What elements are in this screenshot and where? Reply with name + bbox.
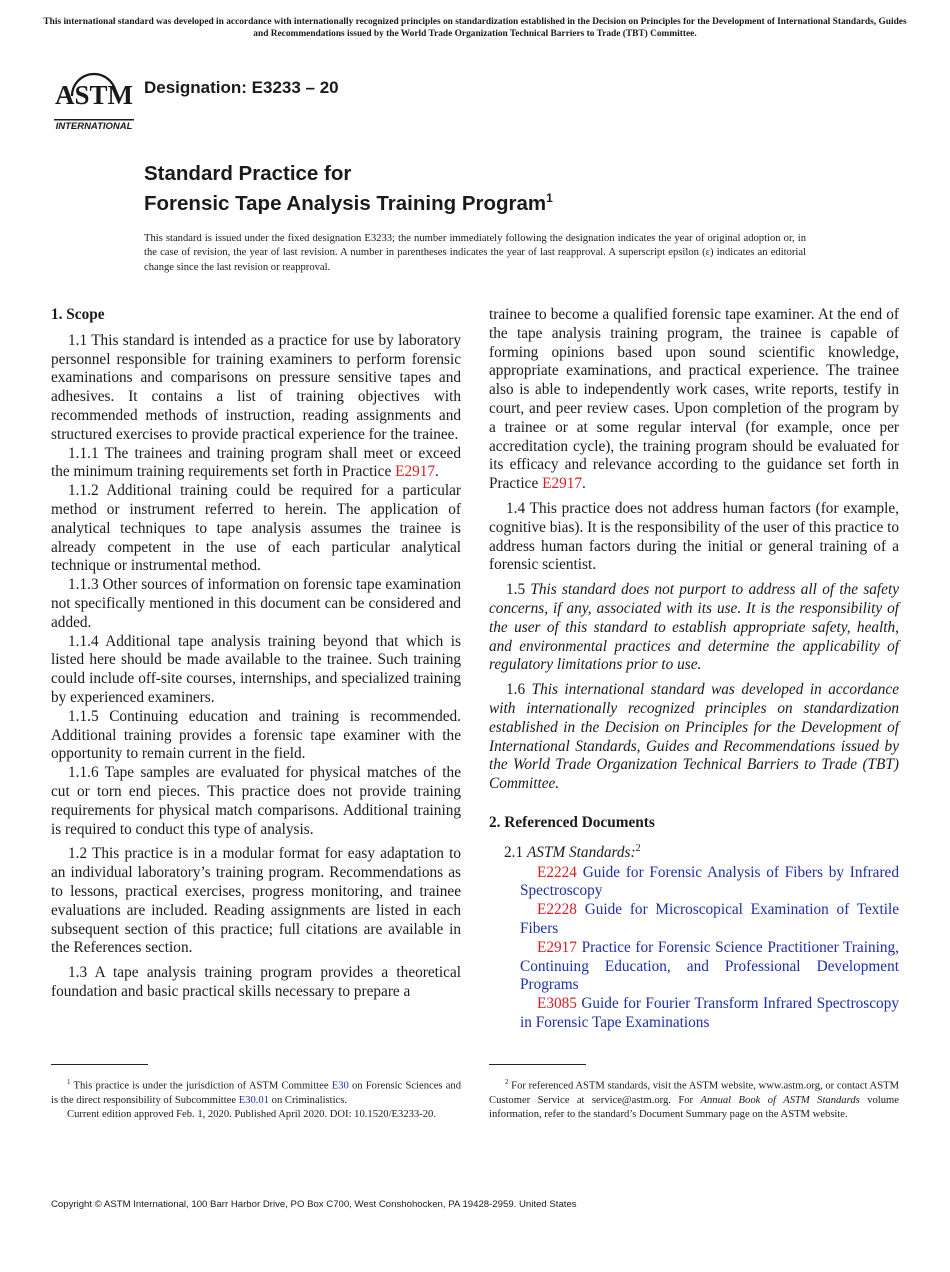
astm-standards-label: 2.1 ASTM Standards:$^2$	[504, 842, 641, 861]
section-2-heading: 2. Referenced Documents	[489, 813, 655, 831]
ref-item-e2228[interactable]: E2228 Guide for Microscopical Examination of Textile Fibers	[520, 901, 899, 937]
footnote-1-edition: Current edition approved Feb. 1, 2020. Published April 2020. DOI: 10.1520/E3233-20.	[67, 1108, 436, 1120]
para-1-1-2: 1.1.2 Additional training could be required for a particular method or instrument referred to herein. The application of analytical techniques to tape analysis assumes the trainee is already competent in the use of each particular analytical technique or instrumental method.	[51, 482, 461, 575]
page-title	[144, 161, 553, 216]
right-column	[489, 306, 899, 1033]
svg-text:INTERNATIONAL: INTERNATIONAL	[55, 121, 133, 132]
ref-link-e2917[interactable]: E2917	[542, 475, 583, 493]
ref-item-e2917[interactable]: E2917 Practice for Forensic Science Practitioner Training, Continuing Education, and Professional Development Programs	[520, 938, 899, 994]
ref-link-e2917[interactable]: E2917	[395, 463, 436, 481]
para-1-2: 1.2 This practice is in a modular format for easy adaptation to an individual laboratory’s training program. Recommendations as to lessons, practical exercises, progress monitoring, and trainee evaluations are included. Reading assignments are listed in each subsequent section of this practice; full citations are available in the References section.	[51, 845, 461, 957]
ref-item-e3085[interactable]: E3085 Guide for Fourier Transform Infrared Spectroscopy in Forensic Tape Examinations	[520, 995, 899, 1031]
para-1-1-3: 1.1.3 Other sources of information on forensic tape examination not specifically mentioned in this document can be considered and added.	[51, 576, 461, 631]
svg-text:ASTM: ASTM	[54, 80, 134, 110]
footnote-mark-2[interactable]: 2	[635, 842, 641, 854]
designation: Designation: E3233 – 20	[144, 78, 339, 97]
section-1-heading: 1. Scope	[51, 306, 105, 323]
title-line-1: Standard Practice for	[144, 162, 352, 185]
footnote-rule-right	[489, 1064, 586, 1065]
ref-item-e2224[interactable]: E2224 Guide for Forensic Analysis of Fibers by Infrared Spectroscopy	[520, 863, 899, 900]
committee-link-e30[interactable]: E30	[331, 1080, 349, 1092]
copyright-footer: Copyright © ASTM International, 100 Barr Harbor Drive, PO Box C700, West Conshohocken, PA 19428-2959. United States	[51, 1199, 577, 1210]
left-column	[51, 306, 461, 1002]
para-1-1-5: 1.1.5 Continuing education and training is recommended. Additional training provides a forensic tape examiner with the opportunity to remain current in the field.	[51, 707, 461, 763]
para-1-1-4: 1.1.4 Additional tape analysis training beyond that which is listed here should be made available to the trainee. Such training could include off-site courses, internships, and specialized training by experienced examiners.	[51, 632, 461, 706]
title-line-2: Forensic Tape Analysis Training Program$^1$	[144, 191, 553, 215]
para-1-1: 1.1 This standard is intended as a practice for use by laboratory personnel responsible for training examiners to perform forensic examinations and comparisons on pressure sensitive tapes and adhesives. It contains a list of training objectives with recommended methods of instruction, reading assignments and structured exercises to provide practical experience for the trainee.	[51, 331, 461, 443]
astm-logo	[52, 56, 136, 132]
footnote-2: $^2$ For referenced ASTM standards, visit the ASTM website, www.astm.org, or contact ASTM Customer Service at service@astm.org. For Annual Book of ASTM Standards volume information, refer to the standard’s Document Summary page on the ASTM website.	[489, 1078, 899, 1120]
subcommittee-link-e30-01[interactable]: E30.01	[238, 1094, 270, 1106]
para-1-5: 1.5 This standard does not purport to address all of the safety concerns, if any, associated with its use. It is the responsibility of the user of this standard to establish appropriate safety, health, and environmental practices and determine the applicability of regulatory limitations prior to use.	[489, 581, 900, 674]
para-1-4: 1.4 This practice does not address human factors (for example, cognitive bias). It is the responsibility of the user of this practice to address human factors during the initial or general training of a forensic scientist.	[489, 499, 899, 574]
para-1-1-1: 1.1.1 The trainees and training program shall meet or exceed the minimum training requirements set forth in Practice E2917.	[51, 444, 461, 481]
title-footnote-mark[interactable]: 1	[546, 191, 553, 205]
footnote-1: $^1$ This practice is under the jurisdiction of ASTM Committee E30 on Forensic Sciences and is the direct responsibility of Subcommittee E30.01 on Criminalistics. Current edition approved Feb. 1, 2020. Published April 2020. DOI: 10.1520/E3233-20.	[51, 1075, 461, 1122]
para-1-3-start: 1.3 A tape analysis training program provides a theoretical foundation and basic practical skills necessary to prepare a	[51, 964, 461, 1000]
para-1-1-6: 1.1.6 Tape samples are evaluated for physical matches of the cut or torn end pieces. This practice does not provide training requirements for physical match comparisons. Additional training is required to conduct this type of analysis.	[51, 764, 461, 838]
top-notice: This international standard was developed in accordance with internationally recognized principles on standardization established in the Decision on Principles for the Development of International Standards, Guides and Recommendations issued by the World Trade Organization Technical Barriers to Trade (TBT) Committee.	[43, 17, 907, 39]
footnote-rule-left	[51, 1064, 148, 1065]
para-1-6: 1.6 This international standard was developed in accordance with internationally recognized principles on standardization established in the Decision on Principles for the Development of International Standards, Guides and Recommendations issued by the World Trade Organization Technical Barriers to Trade (TBT) Committee.	[489, 681, 899, 793]
issuance-statement: This standard is issued under the fixed designation E3233; the number immediately following the designation indicates the year of original adoption or, in the case of revision, the year of last revision. A number in parentheses indicates the year of last reapproval. A superscript epsilon (ε) indicates an editorial change since the last revision or reapproval.	[144, 233, 806, 273]
para-1-3-cont: trainee to become a qualified forensic tape examiner. At the end of the tape analysis training program, the trainee is capable of forming opinions based upon sound scientific knowledge, appropriate examinations, and practical experience. The trainee also is able to independently work cases, write reports, testify in court, and peer review cases. Upon completion of the program by a trainee or at some regular interval (for example, once per accreditation cycle), the training program should be evaluated for its efficacy and relevance according to the guidance set forth in Practice E2917.	[489, 306, 899, 493]
